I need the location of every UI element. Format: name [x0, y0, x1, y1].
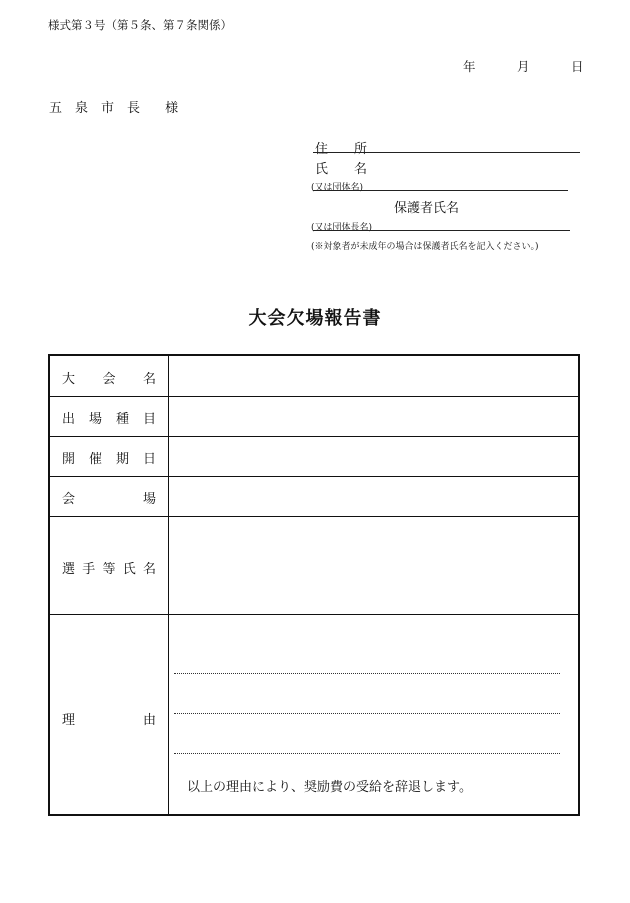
form-number: 様式第３号（第５条、第７条関係） — [48, 18, 232, 32]
label-char: 等 — [102, 562, 116, 577]
row-divider — [50, 516, 578, 517]
label-char: 催 — [88, 452, 102, 467]
address-label — [315, 138, 367, 157]
label-char: 会 — [62, 492, 76, 507]
label-char: 理 — [62, 713, 76, 728]
row-divider — [50, 614, 578, 615]
reason-declaration: 以上の理由により、奨励費の受給を辞退します。 — [187, 780, 472, 795]
addressee-char: 市 — [101, 101, 128, 116]
name-label-char: 名 — [354, 162, 368, 177]
label-char: 氏 — [122, 562, 136, 577]
name-label-char: 氏 — [315, 162, 329, 177]
document-title: 大会欠場報告書 — [248, 308, 382, 329]
address-label-char: 住 — [315, 142, 329, 157]
label-char: 名 — [142, 372, 156, 387]
label-char: 手 — [82, 562, 96, 577]
label-char: 由 — [142, 713, 156, 728]
label-char: 種 — [115, 412, 129, 427]
row-divider — [50, 396, 578, 397]
guardian-name-label: 保護者氏名 — [394, 201, 460, 216]
addressee-honorific: 様 — [165, 101, 179, 116]
label-char: 開 — [62, 452, 76, 467]
row-label-reason — [62, 709, 156, 728]
addressee-char: 長 — [127, 101, 154, 116]
guardian-name-line[interactable] — [313, 230, 570, 231]
minor-note: (※対象者が未成年の場合は保護者氏名を記入ください。) — [311, 242, 539, 252]
label-char: 選 — [62, 562, 76, 577]
label-char: 会 — [102, 372, 116, 387]
addressee-char: 泉 — [75, 101, 102, 116]
label-char: 出 — [62, 412, 76, 427]
date-day-label: 日 — [571, 59, 584, 74]
name-line[interactable] — [313, 190, 568, 191]
group-name-note: (又は団体名) — [311, 183, 364, 193]
row-divider — [50, 476, 578, 477]
label-char: 大 — [62, 372, 76, 387]
label-char: 名 — [142, 562, 156, 577]
date-month-label: 月 — [517, 59, 530, 74]
row-label-venue — [62, 488, 156, 507]
row-label-date — [62, 448, 156, 467]
group-head-note: (又は団体長名) — [311, 223, 373, 233]
address-line[interactable] — [313, 152, 580, 153]
addressee — [49, 97, 178, 116]
row-label-player-name — [62, 558, 156, 577]
row-divider — [50, 436, 578, 437]
column-divider — [168, 356, 169, 814]
date-year-label: 年 — [463, 59, 476, 74]
label-char: 場 — [88, 412, 102, 427]
row-label-tournament-name — [62, 368, 156, 387]
report-table — [48, 354, 580, 816]
label-char: 日 — [142, 452, 156, 467]
name-label — [315, 158, 367, 177]
address-label-char: 所 — [354, 142, 368, 157]
label-char: 期 — [115, 452, 129, 467]
addressee-char: 五 — [49, 101, 76, 116]
reason-line[interactable] — [174, 713, 560, 714]
label-char: 目 — [142, 412, 156, 427]
reason-line[interactable] — [174, 753, 560, 754]
reason-line[interactable] — [174, 673, 560, 674]
label-char: 場 — [142, 492, 156, 507]
row-label-event — [62, 408, 156, 427]
